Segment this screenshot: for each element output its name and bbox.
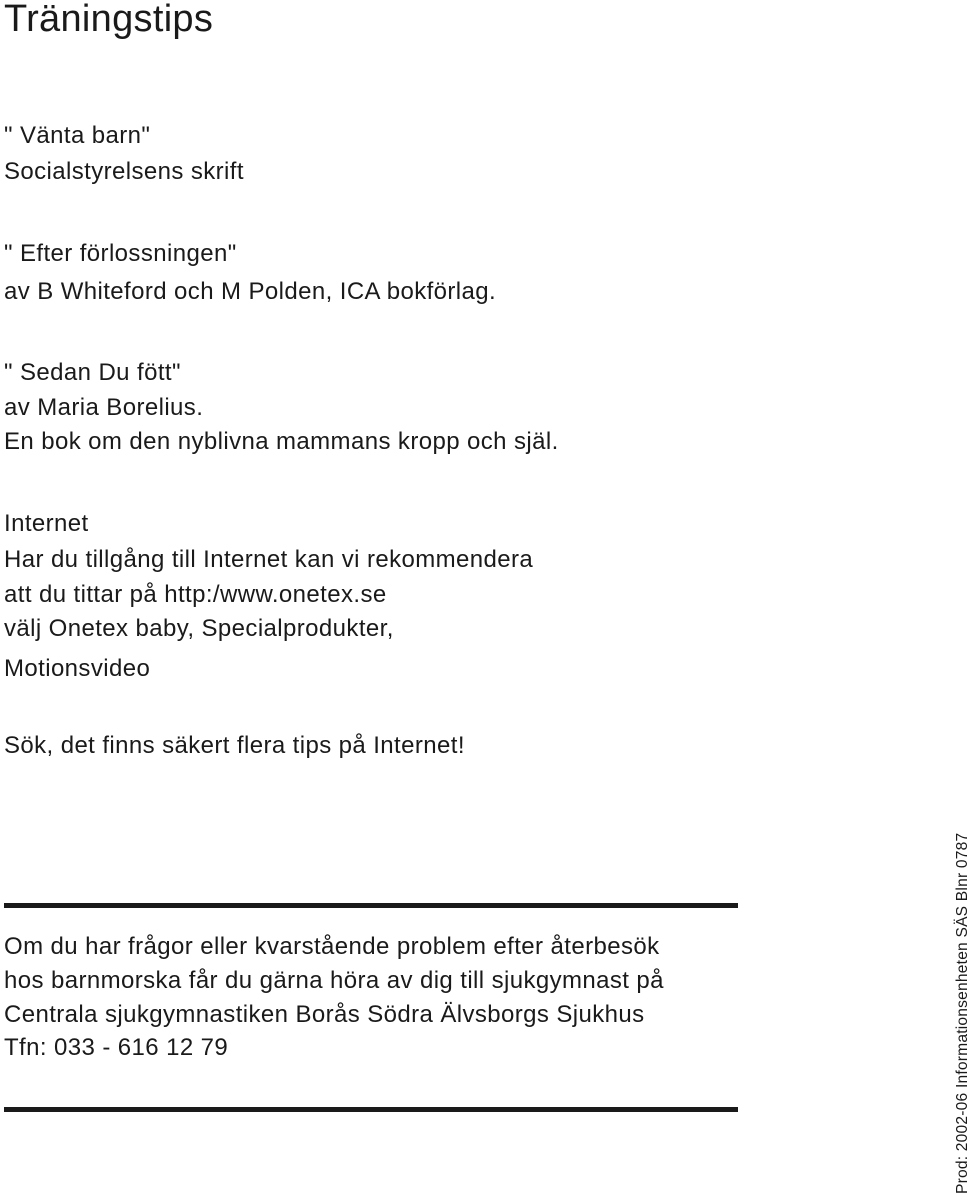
divider-bottom: [4, 1107, 738, 1112]
internet-heading: Internet: [4, 510, 89, 537]
internet-text-line-3: välj Onetex baby, Specialprodukter,: [4, 615, 394, 642]
internet-text-line-1: Har du tillgång till Internet kan vi rekommendera: [4, 546, 534, 573]
book-title-sedan-du-fott: " Sedan Du fött": [4, 359, 181, 386]
page-title: Träningstips: [4, 0, 214, 40]
contact-line-2: hos barnmorska får du gärna höra av dig till sjukgymnast på: [4, 967, 664, 994]
book-title-efter-forlossningen: " Efter förlossningen": [4, 240, 237, 267]
book-description: En bok om den nyblivna mammans kropp och själ.: [4, 428, 559, 455]
contact-line-1: Om du har frågor eller kvarstående problem efter återbesök: [4, 933, 660, 960]
contact-line-3: Centrala sjukgymnastiken Borås Södra Älvsborgs Sjukhus: [4, 1001, 645, 1028]
contact-phone: Tfn: 033 - 616 12 79: [4, 1034, 229, 1061]
internet-text-line-2: att du tittar på http:/www.onetex.se: [4, 581, 387, 608]
book-author-borelius: av Maria Borelius.: [4, 394, 204, 421]
search-tip: Sök, det finns säkert flera tips på Internet!: [4, 732, 465, 759]
book-author-whiteford: av B Whiteford och M Polden, ICA bokförlag.: [4, 278, 497, 305]
divider-top: [4, 903, 738, 908]
production-note: Prod: 2002-06 Informationsenheten SÄS Blnr 0787: [954, 832, 971, 1194]
internet-text-line-4: Motionsvideo: [4, 655, 151, 682]
book-title-vanta-barn: " Vänta barn": [4, 122, 151, 149]
book-source-socialstyrelsen: Socialstyrelsens skrift: [4, 158, 244, 185]
